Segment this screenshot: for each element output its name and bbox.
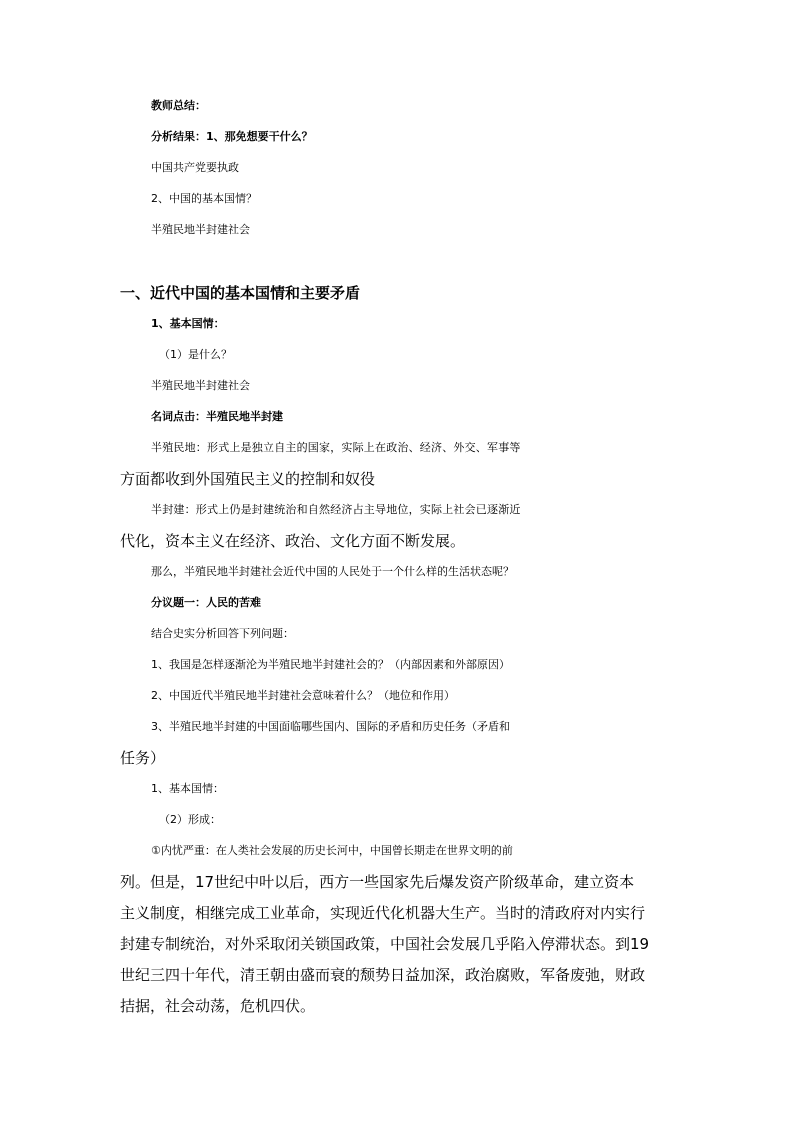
analysis-question-1: 1、那免想要干什么？ bbox=[206, 130, 313, 143]
semi-feudal-definition-line-1: 半封建：形式上仍是封建统治和自然经济占主导地位，实际上社会已逐渐近 bbox=[151, 503, 521, 516]
internal-troubles-line-2: 列。但是，17世纪中叶以后，西方一些国家先后爆发资产阶级革命，建立资本 bbox=[120, 873, 635, 891]
teacher-summary-heading: 教师总结： bbox=[151, 99, 206, 112]
term-click-title: 名词点击：半殖民地半封建 bbox=[151, 410, 283, 423]
topic-1-title: 分议题一：人民的苦难 bbox=[151, 596, 261, 609]
subsection-1-title: 1、基本国情： bbox=[151, 317, 225, 330]
topic-1-question-1: 1、我国是怎样逐渐沦为半殖民地半封建社会的？（内部因素和外部原因） bbox=[151, 658, 510, 671]
analysis-label: 分析结果： bbox=[151, 130, 206, 143]
answer-2: 半殖民地半封建社会 bbox=[151, 223, 250, 236]
semi-colonial-definition-line-2: 方面都收到外国殖民主义的控制和奴役 bbox=[120, 470, 376, 488]
answer-1: 中国共产党要执政 bbox=[151, 161, 239, 174]
topic-1-question-3-line-1: 3、半殖民地半封建的中国面临哪些国内、国际的矛盾和历史任务（矛盾和 bbox=[151, 720, 510, 733]
semi-colonial-definition-line-1: 半殖民地：形式上是独立自主的国家，实际上在政治、经济、外交、军事等 bbox=[151, 441, 521, 454]
semi-feudal-definition-line-2: 代化，资本主义在经济、政治、文化方面不断发展。 bbox=[120, 532, 466, 550]
analysis-result-line bbox=[151, 127, 707, 147]
subsection-1-question: （1）是什么？ bbox=[159, 348, 232, 361]
formation-heading: （2）形成： bbox=[159, 813, 221, 826]
people-condition-question: 那么，半殖民地半封建社会近代中国的人民处于一个什么样的生活状态呢？ bbox=[151, 565, 514, 578]
section-1-title: 一、近代中国的基本国情和主要矛盾 bbox=[120, 284, 361, 302]
internal-troubles-line-3: 主义制度，相继完成工业革命，实现近代化机器大生产。当时的清政府对内实行 bbox=[120, 904, 646, 922]
internal-troubles-line-5: 世纪三四十年代，清王朝由盛而衰的颓势日益加深，政治腐败，军备废弛，财政 bbox=[120, 966, 646, 984]
internal-troubles-line-1: ①内忧严重：在人类社会发展的历史长河中，中国曾长期走在世界文明的前 bbox=[151, 844, 513, 857]
topic-1-question-3-line-2: 任务） bbox=[120, 749, 166, 767]
question-2: 2、中国的基本国情？ bbox=[151, 192, 257, 205]
subsection-1-title-repeat: 1、基本国情： bbox=[151, 782, 224, 795]
internal-troubles-line-6: 拮据，社会动荡，危机四伏。 bbox=[120, 997, 316, 1015]
subsection-1-answer: 半殖民地半封建社会 bbox=[151, 379, 250, 392]
topic-1-intro: 结合史实分析回答下列问题： bbox=[151, 627, 294, 640]
internal-troubles-line-4: 封建专制统治，对外采取闭关锁国政策，中国社会发展几乎陷入停滞状态。到19 bbox=[120, 935, 650, 953]
topic-1-question-2: 2、中国近代半殖民地半封建社会意味着什么？（地位和作用） bbox=[151, 689, 455, 702]
